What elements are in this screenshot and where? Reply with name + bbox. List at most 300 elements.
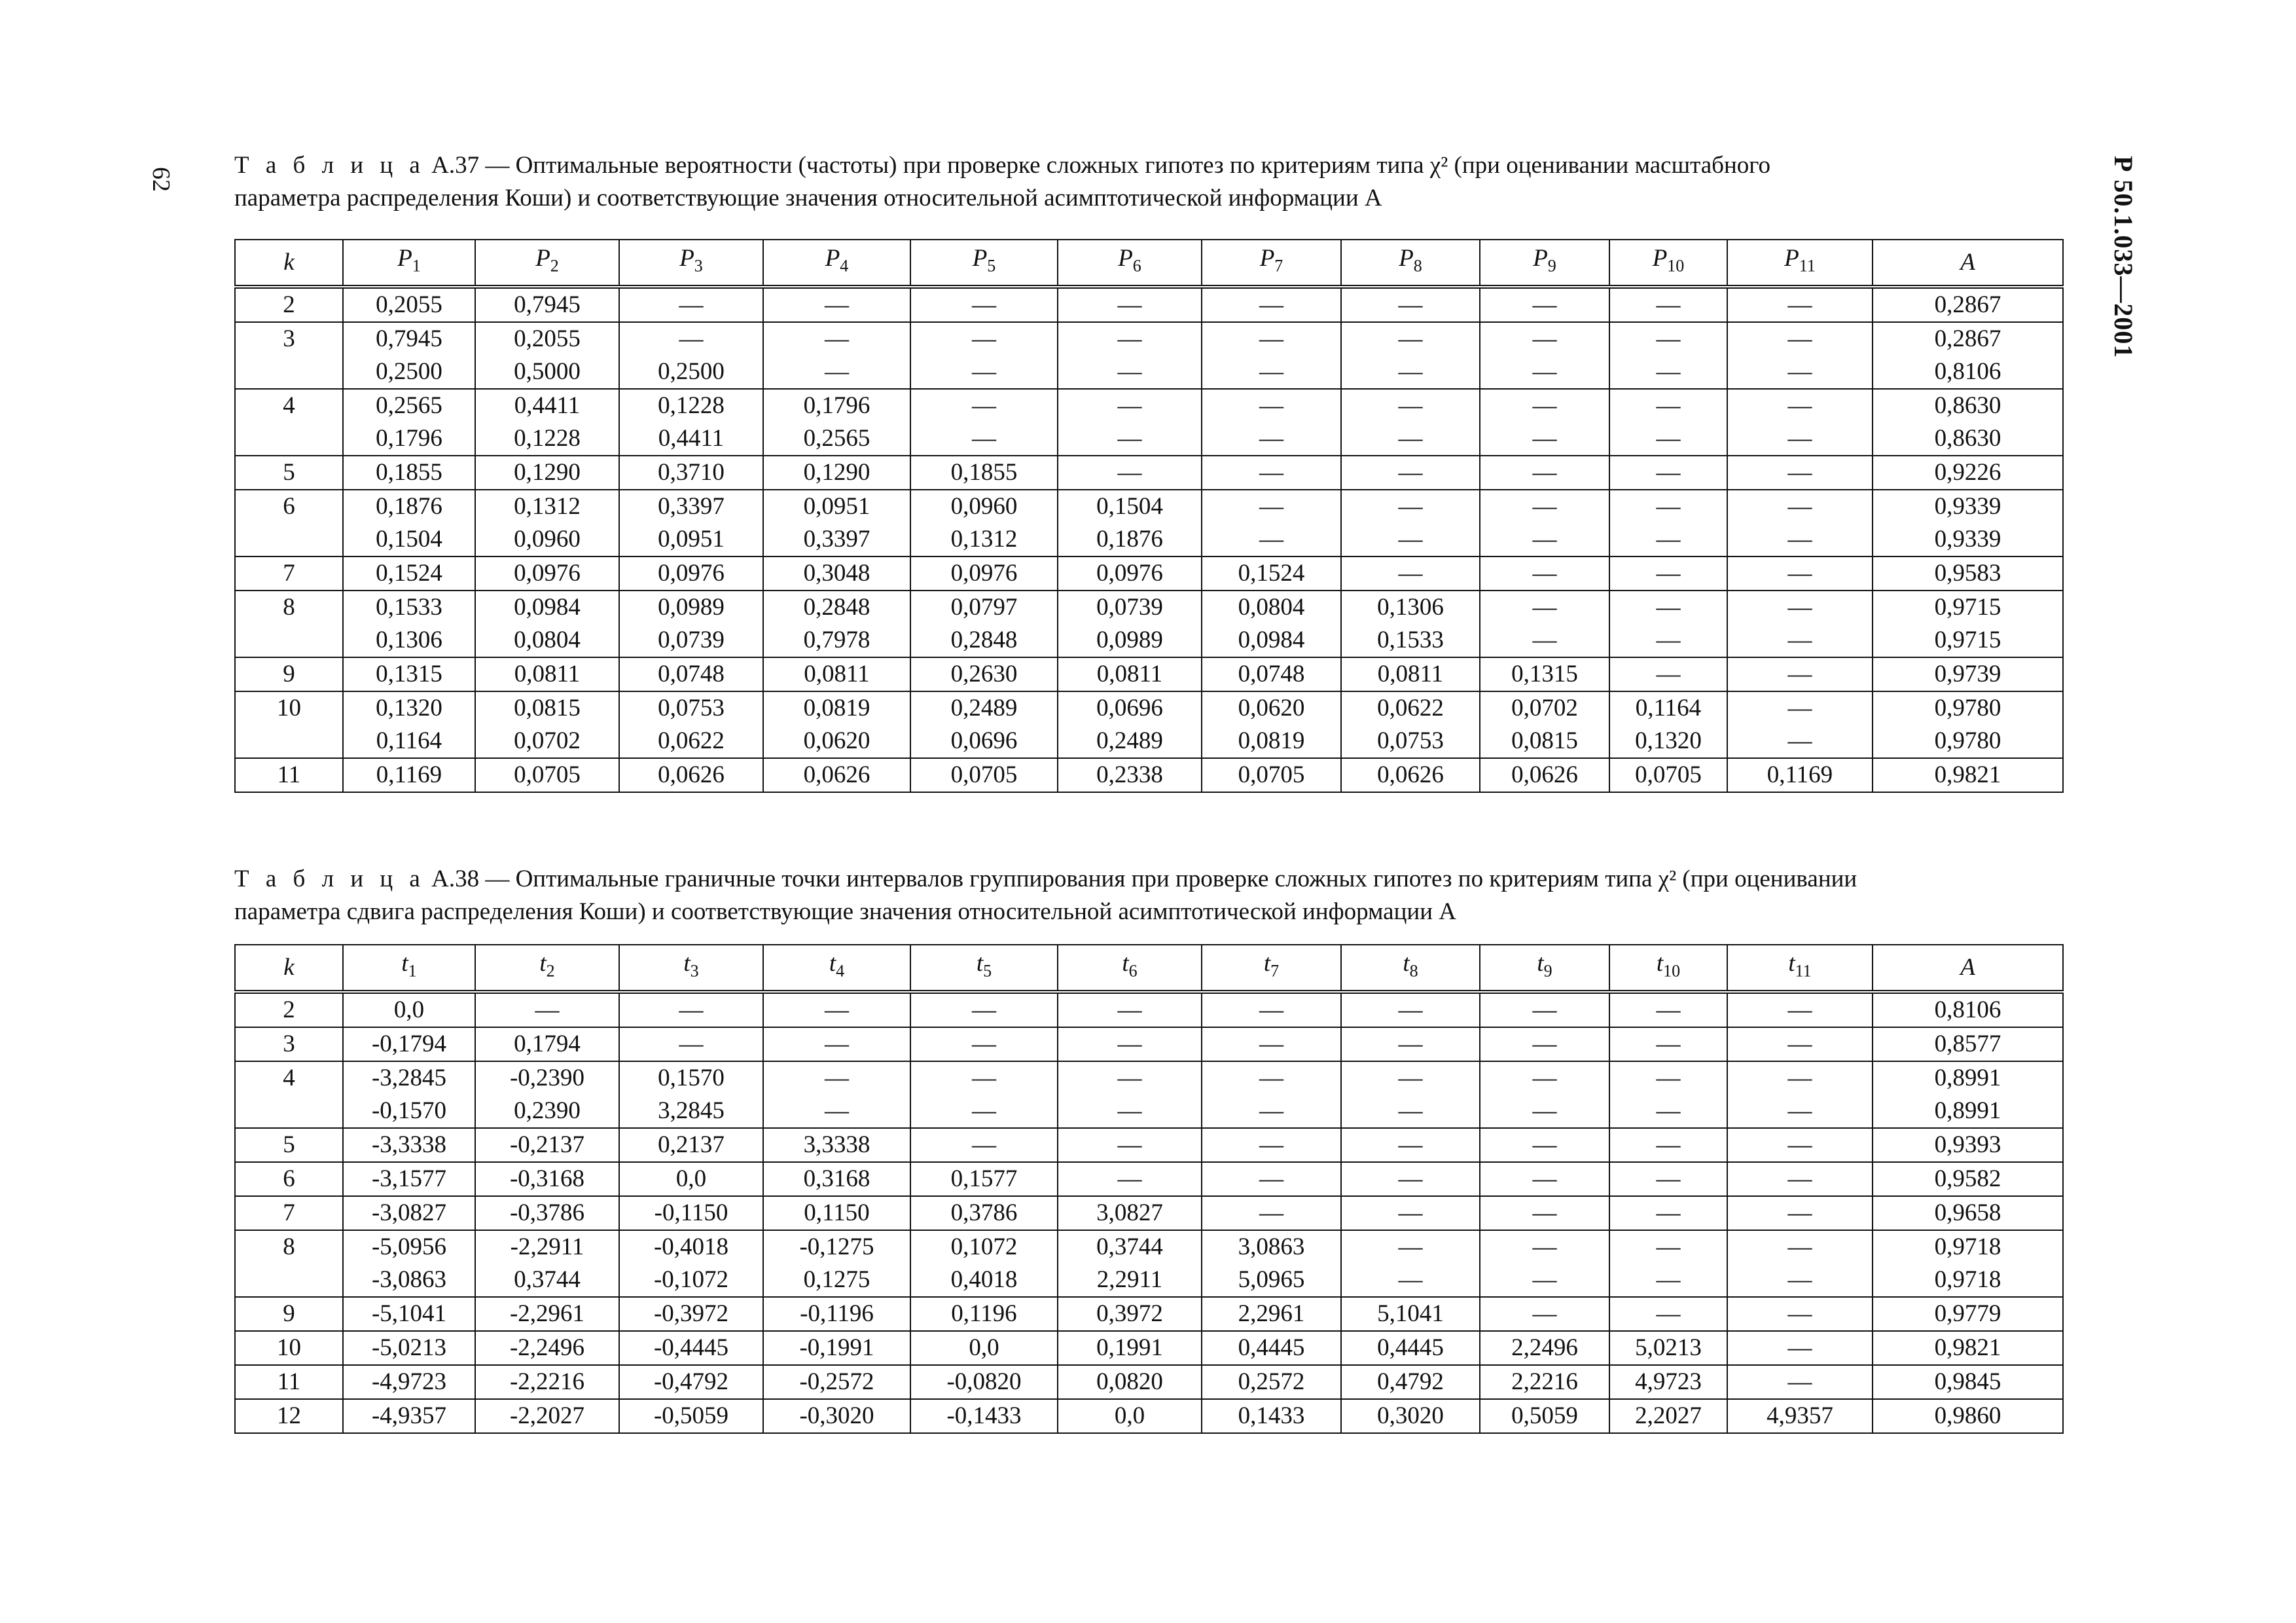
column-header [343,945,475,992]
table-row [235,1095,2063,1128]
table-cell: — [1480,490,1609,523]
table-cell: — [1727,1027,1873,1061]
table-cell: 3,2845 [619,1095,763,1128]
table-cell: 0,9845 [1873,1365,2063,1399]
table-row [235,624,2063,657]
table-cell: 0,1855 [910,456,1058,490]
table-37-caption [234,149,2060,215]
table-cell: 0,0811 [475,657,619,691]
table-cell: — [1480,1196,1609,1230]
header-subscript: 4 [840,256,849,276]
table-cell: 0,0620 [763,725,910,758]
table-cell: -0,1794 [343,1027,475,1061]
table-row [235,758,2063,792]
table-cell: 0,1876 [343,490,475,523]
table-cell: 0,2338 [1058,758,1202,792]
table-cell: 0,9658 [1873,1196,2063,1230]
k-cell: 12 [235,1399,343,1433]
column-header [235,945,343,992]
table-cell: 0,1524 [343,556,475,591]
table-cell: 0,2500 [619,356,763,389]
document-code: Р 50.1.033—2001 [2109,156,2138,359]
table-cell: 0,0753 [619,691,763,725]
table-cell: 0,0622 [1341,691,1480,725]
table-cell: — [1727,1162,1873,1196]
table-cell: — [1609,1095,1727,1128]
header-symbol: t [1656,950,1664,977]
table-cell: 0,2630 [910,657,1058,691]
table-cell: 0,1570 [619,1061,763,1095]
caption-text: параметра сдвига распределения Коши) и соответствующие значения относительной асимптотической информации A [234,898,1456,925]
header-symbol: P [1399,245,1414,272]
table-cell: — [1480,456,1609,490]
table-cell: 0,8991 [1873,1095,2063,1128]
table-cell: 0,2565 [763,422,910,456]
header-symbol: t [1122,950,1129,977]
table-cell: — [1480,287,1609,322]
column-header [475,240,619,287]
table-cell: — [1609,422,1727,456]
table-header-row [235,945,2063,992]
page-number: 62 [147,167,175,192]
table-cell: — [1341,556,1480,591]
table-cell: — [1480,1297,1609,1331]
table-cell: 0,0976 [1058,556,1202,591]
table-cell: 0,2137 [619,1128,763,1162]
header-symbol: t [539,950,547,977]
header-symbol: P [397,245,412,272]
table-cell: 0,3020 [1341,1399,1480,1433]
table-cell: 0,0753 [1341,725,1480,758]
table-cell: -0,0820 [910,1365,1058,1399]
table-cell: — [1480,1095,1609,1128]
table-cell: 0,7945 [475,287,619,322]
table-cell: 0,0976 [910,556,1058,591]
table-cell: — [1727,1095,1873,1128]
table-cell: — [910,287,1058,322]
table-cell: -0,2137 [475,1128,619,1162]
table-cell: — [763,322,910,356]
table-cell: 0,9339 [1873,490,2063,523]
table-cell: 0,0951 [619,523,763,556]
column-header [1058,240,1202,287]
table-cell: — [1727,356,1873,389]
table-cell: — [1202,1162,1341,1196]
k-cell: 7 [235,556,343,591]
table-37 [234,239,2064,793]
table-row [235,1365,2063,1399]
header-symbol: t [401,950,408,977]
table-cell: -0,3972 [619,1297,763,1331]
k-cell: 11 [235,1365,343,1399]
k-cell: 5 [235,456,343,490]
table-cell: 0,0819 [1202,725,1341,758]
table-cell: — [1341,1027,1480,1061]
header-symbol: P [535,245,550,272]
table-cell: — [910,1061,1058,1095]
table-cell: — [910,992,1058,1027]
table-cell: — [1202,422,1341,456]
table-cell: — [1609,1027,1727,1061]
table-38 [234,944,2064,1434]
table-cell: 0,3744 [1058,1230,1202,1264]
table-cell: 0,9583 [1873,556,2063,591]
table-cell: 0,1504 [1058,490,1202,523]
table-cell: -2,2496 [475,1331,619,1365]
header-symbol: t [1537,950,1544,977]
header-symbol: P [1652,245,1668,272]
table-cell: — [1341,523,1480,556]
table-cell: 0,9780 [1873,691,2063,725]
table-cell: 0,2489 [910,691,1058,725]
table-cell: 0,1315 [343,657,475,691]
table-cell: -3,3338 [343,1128,475,1162]
header-subscript: 7 [1274,256,1283,276]
table-38-caption [234,863,2060,928]
table-cell: 0,8106 [1873,992,2063,1027]
table-cell: 2,2911 [1058,1264,1202,1297]
table-cell: 0,3710 [619,456,763,490]
table-row [235,725,2063,758]
table-cell: 0,0626 [1341,758,1480,792]
caption-text: А.38 — Оптимальные граничные точки интервалов группирования при проверке сложных гипотез по критериям типа χ² (при оценивании [431,866,1857,892]
table-cell: -0,4792 [619,1365,763,1399]
table-cell: — [910,1095,1058,1128]
table-cell: 0,1876 [1058,523,1202,556]
header-symbol: A [1960,249,1975,276]
table-cell: -5,0213 [343,1331,475,1365]
table-cell: 2,2961 [1202,1297,1341,1331]
table-cell: 0,1169 [1727,758,1873,792]
header-subscript: 11 [1795,961,1812,981]
table-cell: 0,0705 [475,758,619,792]
header-symbol: P [825,245,840,272]
k-cell: 7 [235,1196,343,1230]
k-cell: 8 [235,1230,343,1297]
table-cell: 0,3168 [763,1162,910,1196]
table-cell: 0,3972 [1058,1297,1202,1331]
k-cell: 5 [235,1128,343,1162]
table-cell: — [910,1128,1058,1162]
table-cell: — [1341,422,1480,456]
header-symbol: k [283,954,295,981]
table-cell: — [1609,1196,1727,1230]
table-cell: — [1202,490,1341,523]
k-cell: 9 [235,657,343,691]
table-cell: 0,9393 [1873,1128,2063,1162]
table-row [235,1331,2063,1365]
table-cell: 0,9739 [1873,657,2063,691]
table-cell: — [1727,1365,1873,1399]
column-header [1480,945,1609,992]
table-cell: — [1727,389,1873,422]
table-cell: 0,7978 [763,624,910,657]
table-cell: -0,2390 [475,1061,619,1095]
table-cell: — [763,287,910,322]
table-cell: 0,1991 [1058,1331,1202,1365]
table-cell: — [1480,322,1609,356]
table-cell: 0,0797 [910,591,1058,624]
table-cell: 0,5000 [475,356,619,389]
table-cell: -0,4018 [619,1230,763,1264]
header-subscript: 2 [550,256,559,276]
table-cell: -0,1433 [910,1399,1058,1433]
table-cell: — [1341,287,1480,322]
table-cell: — [1727,1196,1873,1230]
table-cell: — [1609,456,1727,490]
table-row [235,1027,2063,1061]
table-cell: — [1727,456,1873,490]
k-cell: 2 [235,287,343,322]
table-cell: — [1609,1128,1727,1162]
table-row [235,657,2063,691]
table-cell: -0,1991 [763,1331,910,1365]
header-subscript: 6 [1132,256,1141,276]
table-cell: — [763,1027,910,1061]
table-cell: 0,9715 [1873,591,2063,624]
table-cell: -2,2911 [475,1230,619,1264]
table-cell: 0,2565 [343,389,475,422]
column-header [1727,945,1873,992]
header-subscript: 3 [694,256,703,276]
table-cell: 3,0863 [1202,1230,1341,1264]
table-cell: 0,2867 [1873,287,2063,322]
table-cell: 5,1041 [1341,1297,1480,1331]
table-cell: 0,0 [1058,1399,1202,1433]
column-header [235,240,343,287]
table-cell: 0,0951 [763,490,910,523]
table-cell: 0,1306 [343,624,475,657]
k-cell: 9 [235,1297,343,1331]
table-cell: 0,1312 [910,523,1058,556]
header-symbol: P [1118,245,1133,272]
table-cell: — [1480,523,1609,556]
table-cell: 0,1169 [343,758,475,792]
table-cell: 2,2496 [1480,1331,1609,1365]
table-cell: — [1727,490,1873,523]
header-symbol: t [976,950,984,977]
table-cell: 0,1794 [475,1027,619,1061]
table-cell: 0,4411 [475,389,619,422]
header-subscript: 2 [546,961,555,981]
table-cell: 0,1433 [1202,1399,1341,1433]
table-cell: 0,0804 [1202,591,1341,624]
table-cell: — [1058,1128,1202,1162]
column-header [763,945,910,992]
table-cell: — [1202,389,1341,422]
k-cell: 10 [235,691,343,758]
table-cell: 0,0960 [475,523,619,556]
table-cell: 0,4445 [1341,1331,1480,1365]
table-cell: — [910,389,1058,422]
table-cell: -4,9357 [343,1399,475,1433]
table-cell: — [1727,691,1873,725]
column-header [619,945,763,992]
table-cell: — [1480,1264,1609,1297]
header-subscript: 8 [1413,256,1422,276]
table-cell: — [1480,1061,1609,1095]
table-cell: -3,2845 [343,1061,475,1095]
table-cell: — [1202,1061,1341,1095]
table-cell: — [1727,556,1873,591]
table-cell: 0,1577 [910,1162,1058,1196]
table-cell: -2,2961 [475,1297,619,1331]
header-subscript: 5 [983,961,992,981]
table-cell: -4,9723 [343,1365,475,1399]
header-symbol: t [683,950,691,977]
table-cell: — [1341,1061,1480,1095]
table-row [235,556,2063,591]
column-header [1873,240,2063,287]
table-cell: 0,1320 [1609,725,1727,758]
table-cell: 0,4018 [910,1264,1058,1297]
table-cell: 0,8106 [1873,356,2063,389]
table-cell: 0,0696 [1058,691,1202,725]
table-cell: 0,1164 [343,725,475,758]
table-cell: — [1341,389,1480,422]
table-cell: — [1727,1128,1873,1162]
table-cell: 0,1290 [475,456,619,490]
table-cell: 0,9226 [1873,456,2063,490]
header-symbol: t [1263,950,1271,977]
table-cell: 0,9339 [1873,523,2063,556]
header-symbol: P [679,245,694,272]
table-cell: 0,0976 [475,556,619,591]
table-cell: 5,0213 [1609,1331,1727,1365]
table-cell: 0,5059 [1480,1399,1609,1433]
table-cell: 2,2216 [1480,1365,1609,1399]
table-cell: 0,0 [619,1162,763,1196]
table-cell: — [1202,523,1341,556]
table-row [235,490,2063,523]
table-cell: — [1480,1128,1609,1162]
table-cell: -0,1196 [763,1297,910,1331]
table-row [235,1399,2063,1433]
table-cell: -0,1275 [763,1230,910,1264]
table-cell: — [1727,287,1873,322]
table-cell: 0,8991 [1873,1061,2063,1095]
table-cell: — [1058,1095,1202,1128]
k-cell: 10 [235,1331,343,1365]
table-cell: 0,0815 [1480,725,1609,758]
table-cell: 0,1228 [475,422,619,456]
table-cell: 0,1533 [343,591,475,624]
table-cell: — [1058,456,1202,490]
table-cell: — [1202,356,1341,389]
table-cell: 0,1196 [910,1297,1058,1331]
table-cell: 0,3786 [910,1196,1058,1230]
k-cell: 6 [235,1162,343,1196]
table-cell: — [1480,624,1609,657]
table-cell: — [1341,1264,1480,1297]
table-cell: -3,1577 [343,1162,475,1196]
table-cell: — [1609,490,1727,523]
header-subscript: 7 [1270,961,1280,981]
table-cell: — [1609,523,1727,556]
table-cell: -0,4445 [619,1331,763,1365]
table-cell: 0,8577 [1873,1027,2063,1061]
column-header [1727,240,1873,287]
header-subscript: 1 [412,256,421,276]
table-cell: — [1202,1027,1341,1061]
table-cell: — [1609,356,1727,389]
table-cell: — [1058,1061,1202,1095]
k-cell: 6 [235,490,343,556]
table-cell: 0,0696 [910,725,1058,758]
table-cell: — [1341,992,1480,1027]
table-cell: — [910,1027,1058,1061]
table-cell: — [1609,1061,1727,1095]
table-cell: — [1202,287,1341,322]
table-cell: 0,0626 [763,758,910,792]
table-cell: — [763,356,910,389]
table-cell: — [1058,992,1202,1027]
table-cell: 0,9821 [1873,758,2063,792]
table-cell: 0,0702 [475,725,619,758]
table-cell: — [1609,287,1727,322]
column-header [910,240,1058,287]
table-cell: — [1609,657,1727,691]
table-cell: 0,0984 [1202,624,1341,657]
table-label: Т а б л и ц а [234,866,425,892]
table-cell: 0,0705 [1609,758,1727,792]
header-subscript: 9 [1543,961,1552,981]
table-cell: 0,9715 [1873,624,2063,657]
table-cell: 0,8630 [1873,389,2063,422]
caption-text: параметра распределения Коши) и соответствующие значения относительной асимптотической информации A [234,185,1382,211]
table-cell: — [1202,322,1341,356]
table-cell: -0,3786 [475,1196,619,1230]
table-cell: 0,0622 [619,725,763,758]
table-cell: -0,3168 [475,1162,619,1196]
table-cell: 0,2489 [1058,725,1202,758]
table-cell: -0,2572 [763,1365,910,1399]
table-cell: 0,0804 [475,624,619,657]
k-cell: 3 [235,1027,343,1061]
table-cell: 0,0 [910,1331,1058,1365]
table-cell: — [1202,456,1341,490]
table-cell: 0,9779 [1873,1297,2063,1331]
table-cell: — [1727,657,1873,691]
table-row [235,322,2063,356]
k-cell: 4 [235,1061,343,1128]
table-cell: — [1480,356,1609,389]
table-cell: 0,2867 [1873,322,2063,356]
table-cell: — [1609,1162,1727,1196]
table-cell: 0,9780 [1873,725,2063,758]
table-cell: — [1480,422,1609,456]
table-cell: — [763,1095,910,1128]
table-cell: — [1609,389,1727,422]
table-cell: — [1727,1264,1873,1297]
column-header [1202,240,1341,287]
table-cell: -0,3020 [763,1399,910,1433]
table-cell: 3,3338 [763,1128,910,1162]
header-symbol: k [283,249,295,276]
table-cell: — [1058,1162,1202,1196]
table-row [235,1196,2063,1230]
header-subscript: 10 [1663,961,1681,981]
table-cell: 0,0811 [1058,657,1202,691]
table-cell: — [763,992,910,1027]
table-cell: — [1480,556,1609,591]
table-cell: 0,3397 [763,523,910,556]
table-cell: — [1480,389,1609,422]
table-cell: 0,4411 [619,422,763,456]
table-cell: — [1480,1230,1609,1264]
table-cell: 0,3397 [619,490,763,523]
table-cell: 0,0748 [1202,657,1341,691]
